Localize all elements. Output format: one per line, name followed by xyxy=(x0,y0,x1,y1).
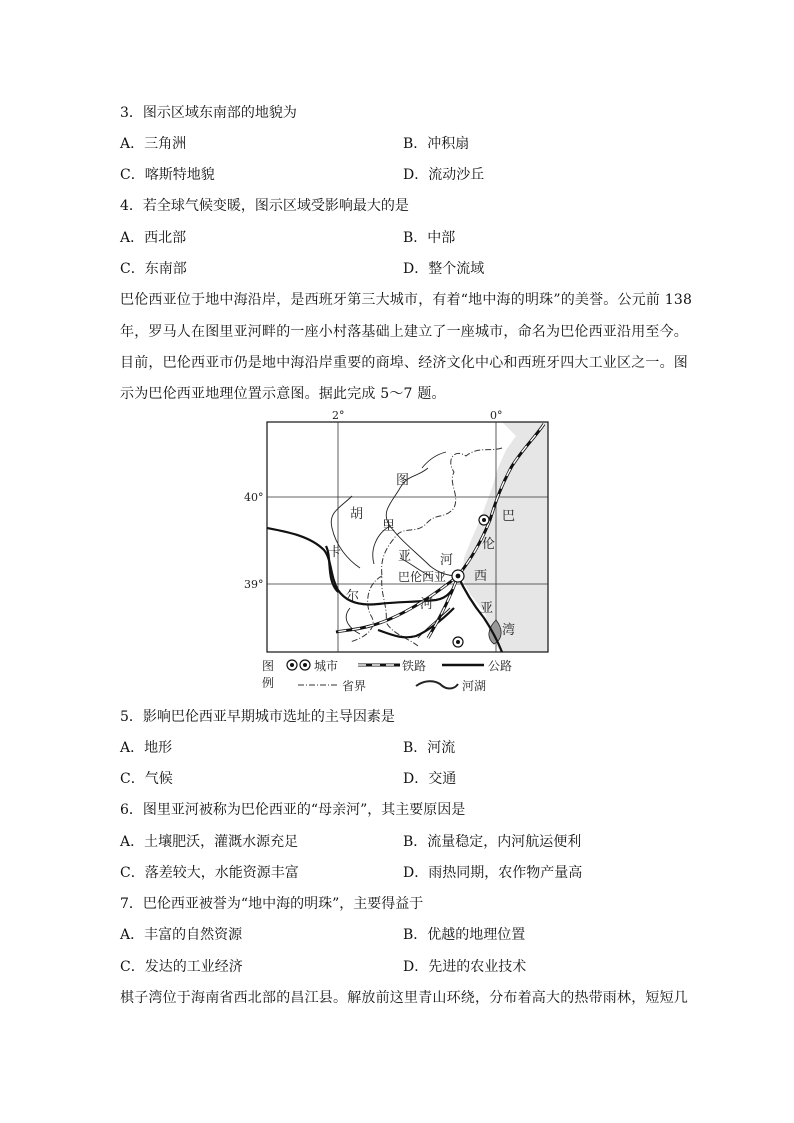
label-ka: 卡 xyxy=(328,545,342,560)
q4-option-d: D．整个流域 xyxy=(403,261,485,277)
label-valencia: 巴伦西亚 xyxy=(398,570,447,584)
map-legend xyxy=(262,658,512,693)
label-he1: 河 xyxy=(440,553,454,568)
q6-option-a: A．土壤肥沃，灌溉水源充足 xyxy=(120,834,299,850)
question-7-stem: 7．巴伦西亚被誉为“地中海的明珠”，主要得益于 xyxy=(120,896,424,912)
lon-label-2: 2° xyxy=(332,409,345,422)
rivers xyxy=(331,452,458,638)
q7-option-d: D．先进的农业技术 xyxy=(403,959,527,975)
lat-label-40: 40° xyxy=(244,491,264,504)
q7-option-c: C．发达的工业经济 xyxy=(120,959,243,975)
legend-border-label: 省界 xyxy=(342,679,367,693)
q5-option-c: C．气候 xyxy=(120,771,173,787)
q5-option-a: A．地形 xyxy=(120,740,173,756)
label-he2: 河 xyxy=(420,597,434,612)
label-ba: 巴 xyxy=(502,509,516,524)
legend-river-lake-label: 河湖 xyxy=(462,679,487,693)
label-er: 尔 xyxy=(346,589,360,604)
legend-title-2: 例 xyxy=(262,676,275,690)
city-south-marker xyxy=(453,637,463,647)
lon-label-0: 0° xyxy=(490,409,503,422)
q6-option-b: B．流量稳定，内河航运便利 xyxy=(403,834,582,850)
legend-river-lake-symbol xyxy=(416,681,458,688)
legend-title-1: 图 xyxy=(262,659,275,673)
passage-line-3: 目前，巴伦西亚市仍是地中海沿岸重要的商埠、经济文化中心和西班牙四大工业区之一。图 xyxy=(120,355,688,371)
label-lun: 伦 xyxy=(482,537,496,552)
q4-option-c: C．东南部 xyxy=(120,261,187,277)
q5-option-b: B．河流 xyxy=(403,740,456,756)
q4-option-b: B．中部 xyxy=(403,230,456,246)
question-4-stem: 4．若全球气候变暖，图示区域受影响最大的是 xyxy=(120,198,409,214)
q3-option-a: A．三角洲 xyxy=(120,136,187,152)
valencia-location-map xyxy=(240,408,550,693)
passage-line-2: 年，罗马人在图里亚河畔的一座小村落基础上建立了一座城市，命名为巴伦西亚沿用至今。 xyxy=(120,324,688,340)
lat-label-39: 39° xyxy=(244,578,264,591)
legend-road-label: 公路 xyxy=(488,659,513,673)
q3-option-c: C．喀斯特地貌 xyxy=(120,167,215,183)
label-wan: 湾 xyxy=(502,623,516,638)
roads xyxy=(267,528,502,652)
q7-option-a: A．丰富的自然资源 xyxy=(120,927,243,943)
q5-option-d: D．交通 xyxy=(403,771,457,787)
label-tu: 图 xyxy=(396,473,410,488)
q6-option-c: C．落差较大，水能资源丰富 xyxy=(120,865,299,881)
label-ya: 亚 xyxy=(398,549,412,564)
label-hu: 胡 xyxy=(350,507,364,522)
q4-option-a: A．西北部 xyxy=(120,230,187,246)
legend-railway-label: 铁路 xyxy=(402,659,427,673)
label-li: 里 xyxy=(382,519,396,534)
q3-option-d: D．流动沙丘 xyxy=(403,167,485,183)
next-passage-line-1: 棋子湾位于海南省西北部的昌江县。解放前这里青山环绕，分布着高大的热带雨林，短短几 xyxy=(120,990,688,1006)
q6-option-d: D．雨热同期，农作物产量高 xyxy=(403,865,583,881)
q3-option-b: B．冲积扇 xyxy=(403,136,470,152)
sea-area xyxy=(462,422,548,652)
legend-city-symbol xyxy=(287,660,310,670)
city-valencia-marker xyxy=(452,570,464,582)
passage-line-4: 示为巴伦西亚地理位置示意图。据此完成 5～7 题。 xyxy=(120,386,446,402)
q7-option-b: B．优越的地理位置 xyxy=(403,927,526,943)
city-north-marker xyxy=(479,515,489,525)
legend-city-label: 城市 xyxy=(314,659,339,673)
question-6-stem: 6．图里亚河被称为巴伦西亚的“母亲河”，其主要原因是 xyxy=(120,802,466,818)
label-ya2: 亚 xyxy=(480,601,494,616)
question-3-stem: 3．图示区域东南部的地貌为 xyxy=(120,105,297,121)
passage-line-1: 巴伦西亚位于地中海沿岸，是西班牙第三大城市，有着“地中海的明珠”的美誉。公元前 138 xyxy=(120,292,693,308)
label-xi: 西 xyxy=(474,569,488,584)
question-5-stem: 5．影响巴伦西亚早期城市选址的主导因素是 xyxy=(120,709,395,725)
